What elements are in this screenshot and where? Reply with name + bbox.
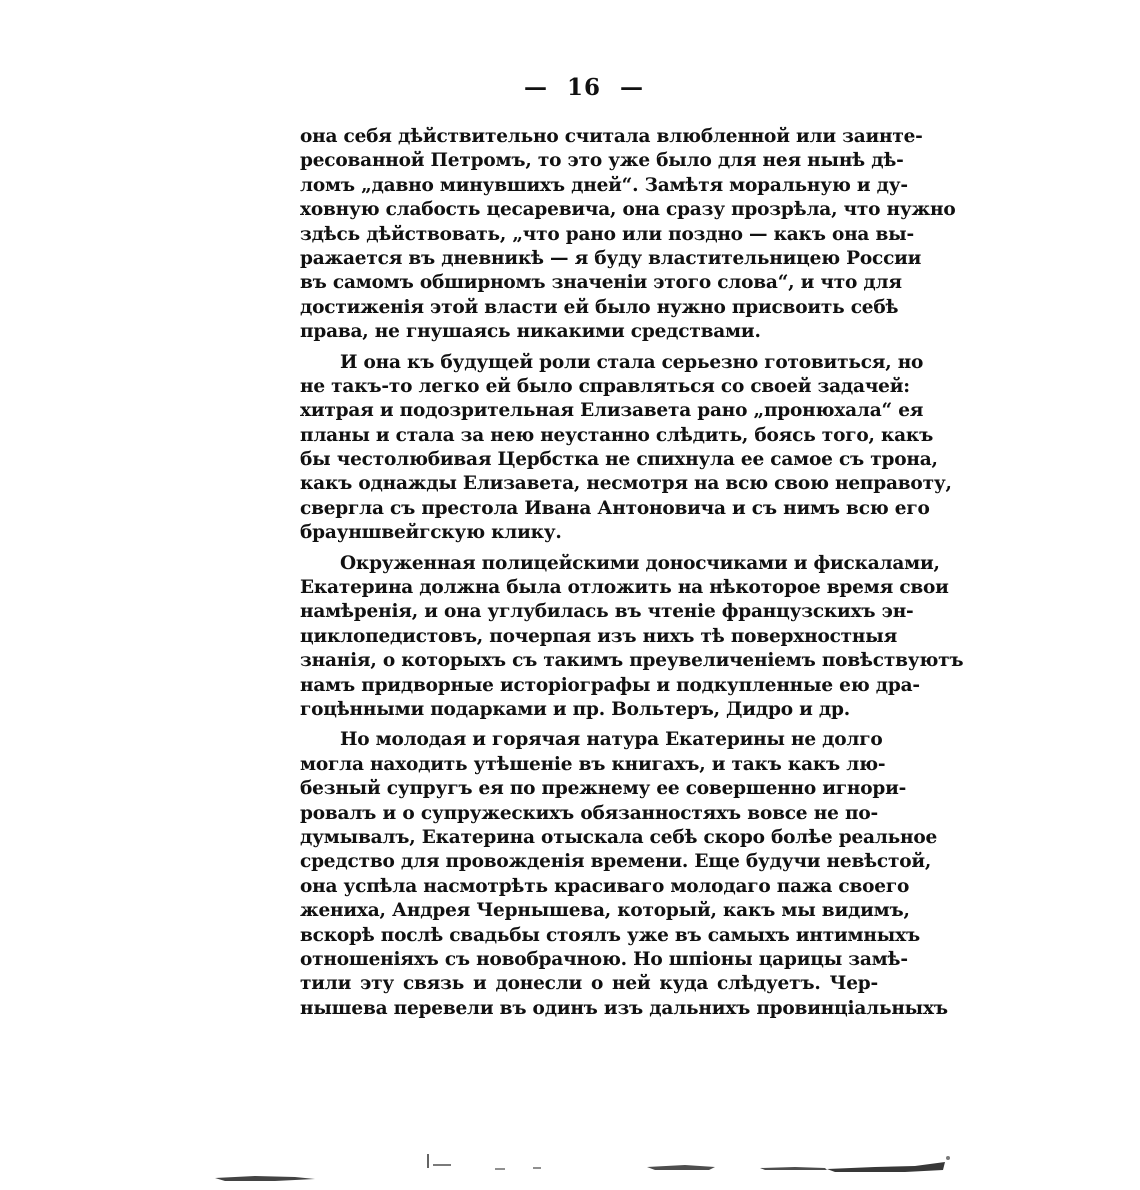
text-line: могла находить утѣшеніе въ книгахъ, и такъ какъ лю- (300, 753, 886, 775)
text-line: не такъ-то легко ей было справляться со своей задачей: (300, 375, 910, 397)
text-line: намъ придворные исторіографы и подкупленные ею дра- (300, 674, 920, 696)
text-line: она себя дѣйствительно считала влюбленной или заинте- (300, 126, 923, 147)
paragraph (300, 351, 952, 546)
paragraph (300, 728, 948, 1021)
text-line: безный супругъ ея по прежнему ее совершенно игнори- (300, 778, 907, 800)
text-line: жениха, Андрея Чернышева, который, какъ мы видимъ, (300, 900, 910, 922)
text-line: брауншвейгскую клику. (300, 522, 562, 544)
text-line: достиженія этой власти ей было нужно присвоить себѣ (300, 296, 899, 318)
text-line: ховную слабость цесаревича, она сразу прозрѣла, что нужно (300, 199, 956, 221)
text-line: бы честолюбивая Цербстка не спихнула ее самое съ трона, (300, 449, 938, 471)
text-line: свергла съ престола Ивана Антоновича и съ нимъ всю его (300, 497, 930, 519)
text-line: циклопедистовъ, почерпая изъ нихъ тѣ поверхностныя (300, 625, 898, 647)
text-line: вскорѣ послѣ свадьбы стоялъ уже въ самыхъ интимныхъ (300, 924, 920, 946)
text-line: средство для провожденія времени. Еще будучи невѣстой, (300, 851, 932, 873)
text-line: знанія, о которыхъ съ такимъ преувеличеніемъ повѣствуютъ (300, 650, 964, 672)
text-line: планы и стала за нею неустанно слѣдить, боясь того, какъ (300, 424, 934, 446)
text-line: тили эту связь и донесли о ней куда слѣдуетъ. Чер- (300, 973, 878, 995)
text-line: нышева перевели въ одинъ изъ дальнихъ провинціальныхъ (300, 997, 948, 1019)
text-line: Окруженная полицейскими доносчиками и фискалами, (340, 552, 940, 574)
paragraph (300, 552, 964, 723)
text-line: здѣсь дѣйствовать, „что рано или поздно — какъ она вы- (300, 223, 914, 245)
scan-artifact (215, 1150, 950, 1190)
text-line: какъ однажды Елизавета, несмотря на всю свою неправоту, (300, 473, 952, 495)
text-line: права, не гнушаясь никакими средствами. (300, 321, 761, 343)
text-line: отношеніяхъ съ новобрачною. Но шпіоны царицы замѣ- (300, 948, 908, 970)
text-line: ровалъ и о супружескихъ обязанностяхъ вовсе не по- (300, 802, 878, 824)
text-line: И она къ будущей роли стала серьезно готовиться, но (340, 351, 924, 373)
text-line: въ самомъ обширномъ значеніи этого слова“, и что для (300, 272, 902, 294)
text-line: Но молодая и горячая натура Екатерины не долго (340, 729, 883, 751)
text-body (300, 125, 964, 1027)
paragraph (300, 125, 956, 345)
text-line: намѣренія, и она углубилась въ чтеніе французскихъ эн- (300, 601, 914, 623)
text-line: думывалъ, Екатерина отыскала себѣ скоро болѣе реальное (300, 826, 938, 848)
text-line: хитрая и подозрительная Елизавета рано „пронюхала“ ея (300, 400, 924, 422)
page-number: — 16 — (523, 74, 645, 101)
text-line: ресованной Петромъ, то это уже было для нея нынѣ дѣ- (300, 150, 904, 172)
text-line: она успѣла насмотрѣть красиваго молодаго пажа своего (300, 875, 910, 897)
text-line: Екатерина должна была отложить на нѣкоторое время свои (300, 577, 949, 599)
text-line: гоцѣнными подарками и пр. Вольтеръ, Дидро и др. (300, 698, 850, 720)
text-line: ломъ „давно минувшихъ дней“. Замѣтя моральную и ду- (300, 174, 908, 196)
text-line: ражается въ дневникѣ — я буду властительницею России (300, 247, 922, 269)
